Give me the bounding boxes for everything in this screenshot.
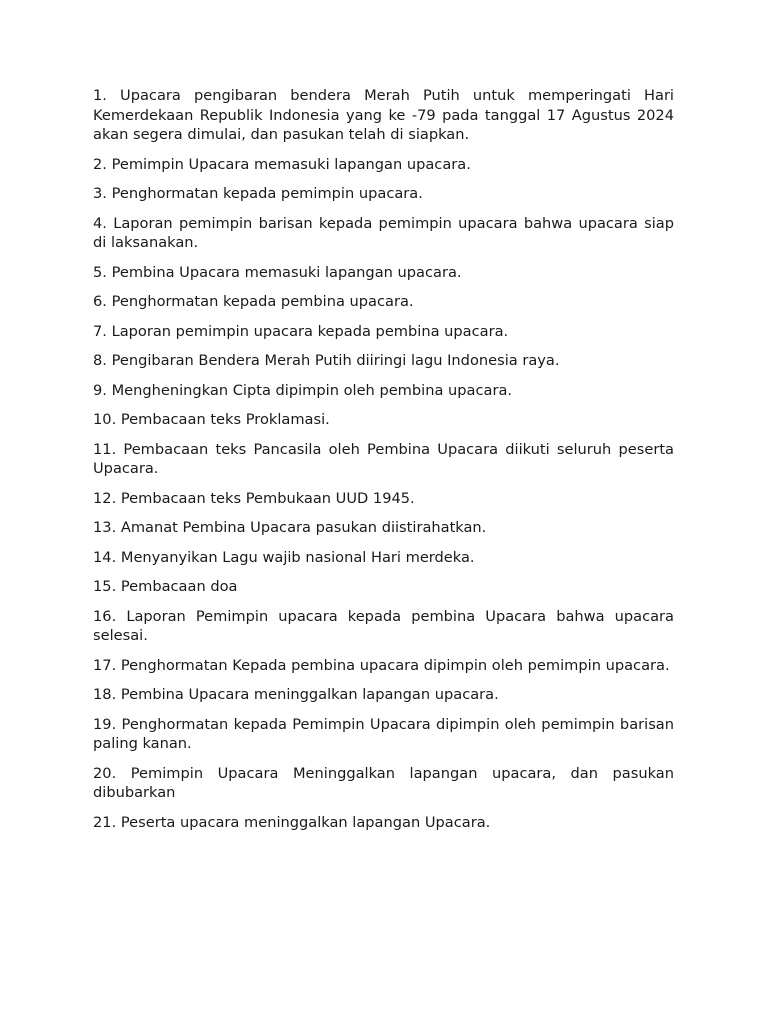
list-item: 10. Pembacaan teks Proklamasi. bbox=[93, 411, 330, 428]
list-item: 12. Pembacaan teks Pembukaan UUD 1945. bbox=[93, 489, 415, 507]
list-item: 15. Pembacaan doa bbox=[93, 578, 238, 595]
list-item: 2. Pemimpin Upacara memasuki lapangan upacara. bbox=[93, 155, 471, 173]
list-item: 13. Amanat Pembina Upacara pasukan diistirahatkan. bbox=[93, 519, 487, 536]
list-item: 21. Peserta upacara meninggalkan lapangan Upacara. bbox=[93, 813, 491, 831]
list-item: 8. Pengibaran Bendera Merah Putih diiringi lagu Indonesia raya. bbox=[93, 352, 560, 369]
list-item: 19. Penghormatan kepada Pemimpin Upacara dipimpin oleh pemimpin barisan paling kanan. bbox=[93, 715, 674, 752]
list-item: 20. Pemimpin Upacara Meninggalkan lapangan upacara, dan pasukan dibubarkan bbox=[93, 764, 674, 801]
list-item: 5. Pembina Upacara memasuki lapangan upacara. bbox=[93, 263, 462, 281]
list-item: 16. Laporan Pemimpin upacara kepada pembina Upacara bahwa upacara selesai. bbox=[93, 607, 674, 644]
list-item: 7. Laporan pemimpin upacara kepada pembina upacara. bbox=[93, 322, 509, 340]
list-item: 17. Penghormatan Kepada pembina upacara dipimpin oleh pemimpin upacara. bbox=[93, 656, 670, 674]
document-body bbox=[93, 86, 674, 842]
list-item: 4. Laporan pemimpin barisan kepada pemimpin upacara bahwa upacara siap di laksanakan. bbox=[93, 214, 674, 251]
list-item: 14. Menyanyikan Lagu wajib nasional Hari merdeka. bbox=[93, 548, 475, 566]
list-item: 18. Pembina Upacara meninggalkan lapangan upacara. bbox=[93, 686, 499, 703]
list-item: 9. Mengheningkan Cipta dipimpin oleh pembina upacara. bbox=[93, 381, 513, 399]
list-item: 3. Penghormatan kepada pemimpin upacara. bbox=[93, 185, 423, 202]
list-item: 11. Pembacaan teks Pancasila oleh Pembina Upacara diikuti seluruh peserta Upacara. bbox=[93, 440, 674, 477]
list-item: 6. Penghormatan kepada pembina upacara. bbox=[93, 293, 414, 310]
list-item: 1. Upacara pengibaran bendera Merah Putih untuk memperingati Hari Kemerdekaan Republik Indonesia yang ke -79 pada tanggal 17 Agustus 2024 akan segera dimulai, dan pasukan telah di siapkan. bbox=[93, 87, 674, 143]
